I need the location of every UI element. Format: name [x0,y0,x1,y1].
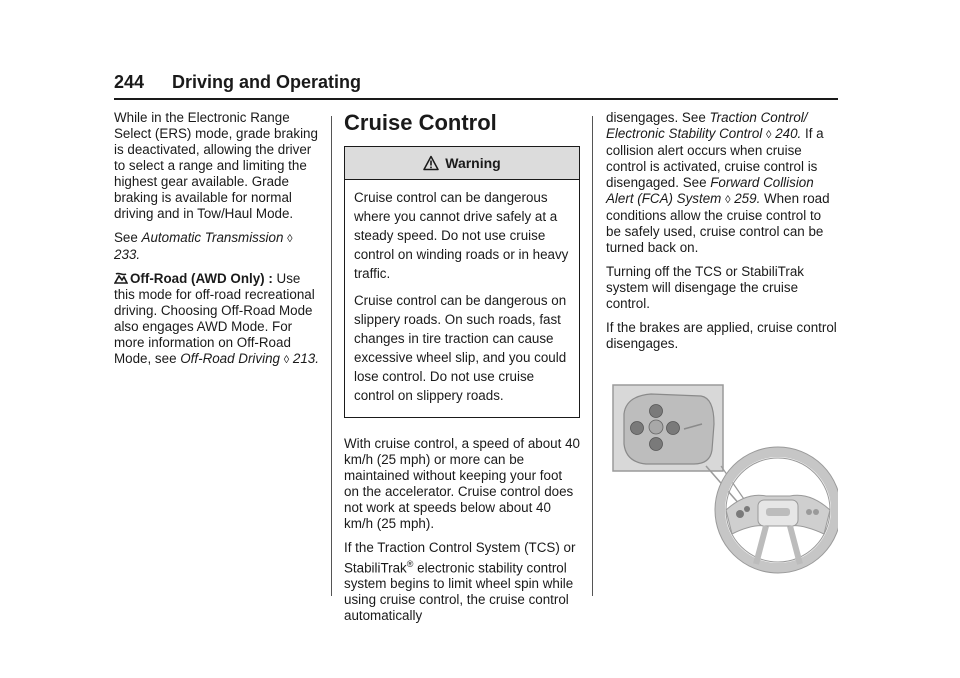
tcs-paragraph: If the Traction Control System (TCS) or StabiliTrak® electronic stability control system begins to limit wheel spin while using cruise control, the cruise control automatically [344,540,576,624]
xref-page-233[interactable]: 233 [114,247,137,262]
disengage-paragraph: disengages. See Traction Control/ Electronic Stability Control ◊ 240. If a collision alert occurs when cruise control is activated, cruise control is disengaged. See Forward Collision Alert (FCA) System ◊ 259. When road conditions allow the cruise control to be safely used, cruise control can be turned back on. [606,110,830,255]
page-number: 244 [114,72,145,92]
page-ref-arrow-icon: ◊ [287,233,293,245]
column-divider-right [592,116,593,596]
brakes-paragraph: If the brakes are applied, cruise control disengages. [606,320,837,351]
xref-page-240[interactable]: 240 [775,126,798,141]
page-header [114,70,838,100]
header-rule [114,98,838,100]
registered-mark: ® [406,559,414,569]
xref-page-213[interactable]: 213 [292,351,316,366]
column-right [606,110,838,360]
page-ref-arrow-icon: ◊ [283,354,290,366]
tcs-off-paragraph: Turning off the TCS or StabiliTrak system will disengage the cruise control. [606,264,804,311]
xref-traction-control[interactable]: Traction Control/ Electronic Stability Control [606,110,808,141]
xref-page-259[interactable]: 259 [734,191,757,206]
ers-paragraph: While in the Electronic Range Select (ERS) mode, grade braking is deactivated, allowing the driver to select a range and limiting the highest gear available. Grade braking is available for normal driving and in Tow/Haul Mode. [114,110,318,221]
warning-paragraph-1: Cruise control can be dangerous where you cannot drive safely at a steady speed. Do not use cruise control on winding roads or in heavy traffic. [354,190,569,281]
section-heading-cruise-control: Cruise Control [344,110,497,135]
column-left [114,110,319,376]
steering-wheel-cruise-controls-illustration [606,384,838,580]
warning-body [345,180,579,417]
warning-box [344,146,580,418]
page-ref-arrow-icon: ◊ [766,129,772,141]
warning-paragraph-2: Cruise control can be dangerous on slippery roads. On such roads, fast changes in tire traction can cause excessive wheel slip, and you could lose control. Do not use cruise control on slippery roads. [354,293,567,403]
off-road-mode-icon [114,271,128,285]
xref-automatic-transmission[interactable]: Automatic Transmission [141,230,284,245]
offroad-paragraph: Off-Road (AWD Only) : Use this mode for off-road recreational driving. Choosing Off-Road Mode also engages AWD Mode. For more information on Off-Road Mode, see Off-Road Driving ◊ 213. [114,271,319,366]
column-divider-left [331,116,332,596]
warning-label: Warning [445,155,501,171]
section-title: Driving and Operating [172,72,362,92]
warning-triangle-icon [423,155,439,171]
offroad-term: Off-Road (AWD Only) : [130,271,273,286]
column-middle [344,110,580,632]
see-transmission-paragraph: See Automatic Transmission ◊ 233. [114,230,293,262]
page-ref-arrow-icon: ◊ [725,194,731,206]
xref-forward-collision-alert[interactable]: Forward Collision Alert (FCA) System [606,175,814,206]
cruise-speed-paragraph: With cruise control, a speed of about 40 km/h (25 mph) or more can be maintained without keeping your foot on the accelerator. Cruise control does not work at speeds below about 40 km/h (25 mph). [344,436,580,531]
xref-off-road-driving[interactable]: Off-Road Driving [180,351,280,366]
warning-header [345,147,579,180]
